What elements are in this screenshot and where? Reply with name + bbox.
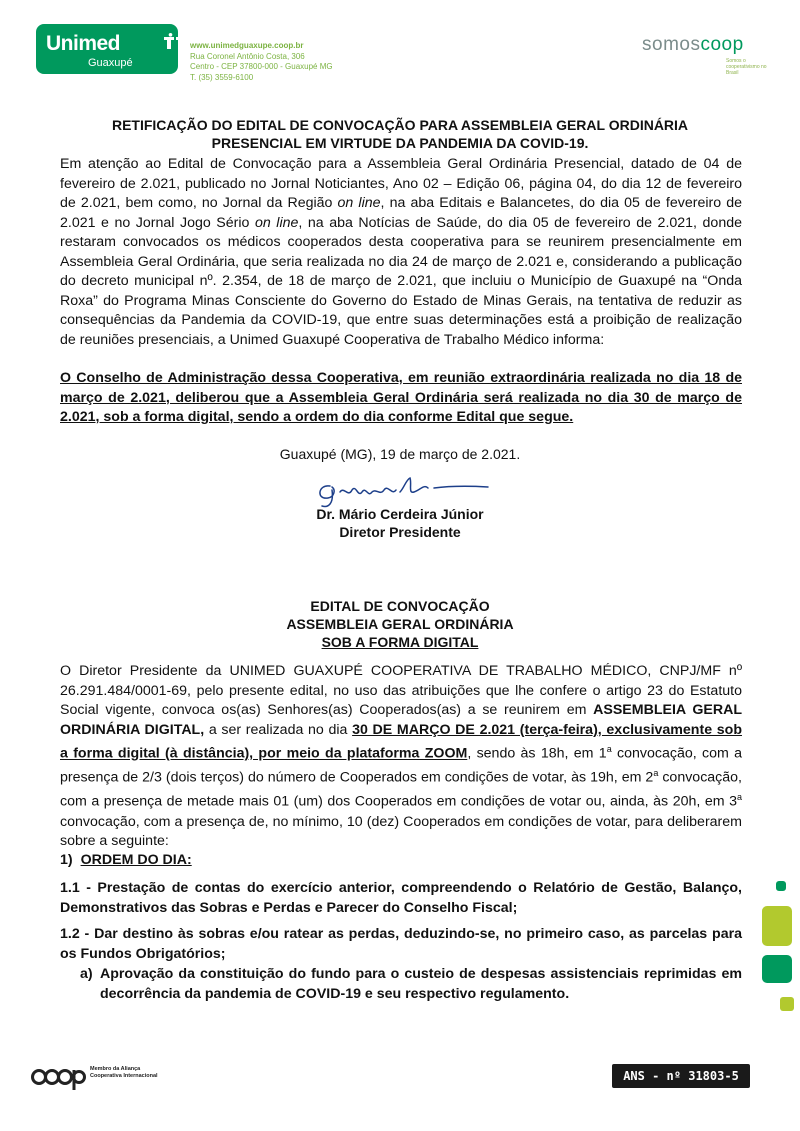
ans-badge: ANS - nº 31803-5 xyxy=(612,1064,750,1088)
text-span: O Diretor Presidente da UNIMED GUAXUPÉ COOPERATIVA DE TRABALHO MÉDICO, CNPJ/MF nº 26.291.484/0001-69, pelo presente edital, no uso das atribuições que lhe confere o artigo 23 do Estatuto Social vigente, convoca os(as) Senhores(as) Cooperados(as) a se reunirem em xyxy=(60,663,742,718)
retificacao-title xyxy=(60,116,740,152)
coop-word: coop xyxy=(700,34,744,55)
decor-square xyxy=(780,997,794,1011)
text-span: convocação, com a presença de 2/3 (dois terços) do número de Cooperados em condições de votar, às 19h, em 2 xyxy=(60,745,742,786)
agenda-item-1-2: 1.2 - Dar destino às sobras e/ou ratear as perdas, deduzindo-se, no primeiro caso, as parcelas para os Fundos Obrigatórios; xyxy=(60,926,742,962)
edital-title xyxy=(60,597,740,651)
subitem-label: a) xyxy=(80,966,93,982)
edital-title-line: ASSEMBLEIA GERAL ORDINÁRIA xyxy=(286,616,514,632)
edital-paragraph xyxy=(60,662,742,852)
signer-name: Dr. Mário Cerdeira Júnior xyxy=(316,506,484,522)
text-italic: on line xyxy=(337,195,381,211)
signer-block xyxy=(60,505,740,541)
conselho-decision-paragraph: O Conselho de Administração dessa Cooperativa, em reunião extraordinária realizada no dia 18 de março de 2.021, deliberou que a Assembleia Geral Ordinária será realizada no dia 30 de março de 2.021, sob a forma digital, sendo a ordem do dia conforme Edital que segue. xyxy=(60,370,742,425)
section-number: 1) xyxy=(60,852,73,868)
ordinal-sup: a xyxy=(653,768,659,779)
agenda-subitem-a xyxy=(80,965,742,1004)
ordem-do-dia-heading xyxy=(60,851,192,869)
agenda-item-1-1: 1.1 - Prestação de contas do exercício anterior, compreendendo o Relatório de Gestão, Balanço, Demonstrativos das Sobras e Perdas e Parecer do Conselho Fiscal; xyxy=(60,880,742,916)
text-span: convocação, com a presença de, no mínimo, 10 (dez) Cooperados em condições de votar, para deliberarem sobre a seguinte: xyxy=(60,813,742,850)
unimed-tree-icon xyxy=(164,33,186,51)
edital-title-line: SOB A FORMA DIGITAL xyxy=(321,634,479,650)
website-link[interactable]: www.unimedguaxupe.coop.br xyxy=(190,41,304,50)
coop-logo-icon xyxy=(30,1062,86,1092)
coop-line: Cooperativa Internacional xyxy=(90,1073,158,1079)
text-bold-underline: 30 DE MARÇO DE 2.021 (terça-feira), exclusivamente sob a forma digital (à distância), por meio da plataforma ZOOM xyxy=(60,721,742,762)
logo-text: Unimed xyxy=(46,32,121,55)
somoscoop-logo xyxy=(642,34,782,76)
text-span: convocação, com a presença de metade mais 01 (um) dos Cooperados em condições de votar ou, ainda, às 20h, em 3 xyxy=(60,769,742,811)
text-bold: ASSEMBLEIA GERAL ORDINÁRIA DIGITAL, xyxy=(60,702,742,738)
unimed-logo xyxy=(36,24,178,74)
address-line: Rua Coronel Antônio Costa, 306 xyxy=(190,51,305,61)
text-span: , na aba Notícias de Saúde, do dia 05 de fevereiro de 2.021, donde restaram convocados os médicos cooperados desta cooperativa para se reunirem presencialmente em Assembleia Geral Ordinária, que seria realizada no dia 24 de março de 2.021 e, considerando a publicação do decreto municipal nº. 2.354, de 18 de março de 2.021, que incluiu o Município de Guaxupé na “Onda Roxa” do Programa Minas Consciente do Governo do Estado de Minas Gerais, na tentativa de reduzir as consequências da Pandemia da COVID-19, que entre suas determinações está a proibição de realização de reuniões presenciais, a Unimed Guaxupé Cooperativa de Trabalho Médico informa: xyxy=(60,214,742,348)
coop-line: Membro da Aliança xyxy=(90,1066,141,1072)
title-line: PRESENCIAL EM VIRTUDE DA PANDEMIA DA COVID-19. xyxy=(211,135,589,151)
decor-square xyxy=(762,906,792,946)
phone-line: T. (35) 3559-6100 xyxy=(190,72,254,82)
somoscoop-tagline: Somos o cooperativismo no Brasil xyxy=(726,58,767,76)
address-line: Centro - CEP 37800-000 - Guaxupé MG xyxy=(190,62,333,71)
contact-info xyxy=(190,41,333,83)
decor-square xyxy=(776,881,786,891)
ordinal-sup: a xyxy=(606,744,612,754)
ordinal-sup: a xyxy=(736,792,742,803)
text-span: Em atenção ao Edital de Convocação para a Assembleia Geral Ordinária Presencial, datado de 04 de fevereiro de 2.021, publicado no Jornal Noticiantes, Ano 02 – Edição 06, página 04, do dia 12 de fevereiro de 2.021, bem como, no Jornal da Região xyxy=(60,156,742,211)
text-span: a ser realizada no dia xyxy=(204,721,353,738)
section-label: ORDEM DO DIA: xyxy=(80,852,192,868)
signer-role: Diretor Presidente xyxy=(339,524,461,540)
coop-membership-text xyxy=(90,1066,158,1080)
text-italic: on line xyxy=(254,214,299,231)
title-line: RETIFICAÇÃO DO EDITAL DE CONVOCAÇÃO PARA ASSEMBLEIA GERAL ORDINÁRIA xyxy=(111,117,689,133)
place-date: Guaxupé (MG), 19 de março de 2.021. xyxy=(279,446,521,462)
text-span: , na aba Editais e Balancetes, do dia 05 de fevereiro de 2.021 e no Jornal Jogo Sério xyxy=(60,195,743,231)
subitem-text: Aprovação da constituição do fundo para o custeio de despesas assistenciais reprimidas em decorrência da pandemia de COVID-19 e seu respectivo regulamento. xyxy=(100,966,742,1002)
edital-title-line: EDITAL DE CONVOCAÇÃO xyxy=(310,598,490,614)
somos-word: somos xyxy=(642,34,701,55)
text-span: , sendo às 18h, em 1 xyxy=(467,745,607,762)
retificacao-paragraph xyxy=(60,155,742,350)
logo-subtitle: Guaxupé xyxy=(88,57,133,69)
decor-square xyxy=(762,955,792,983)
signature-image xyxy=(310,470,500,510)
